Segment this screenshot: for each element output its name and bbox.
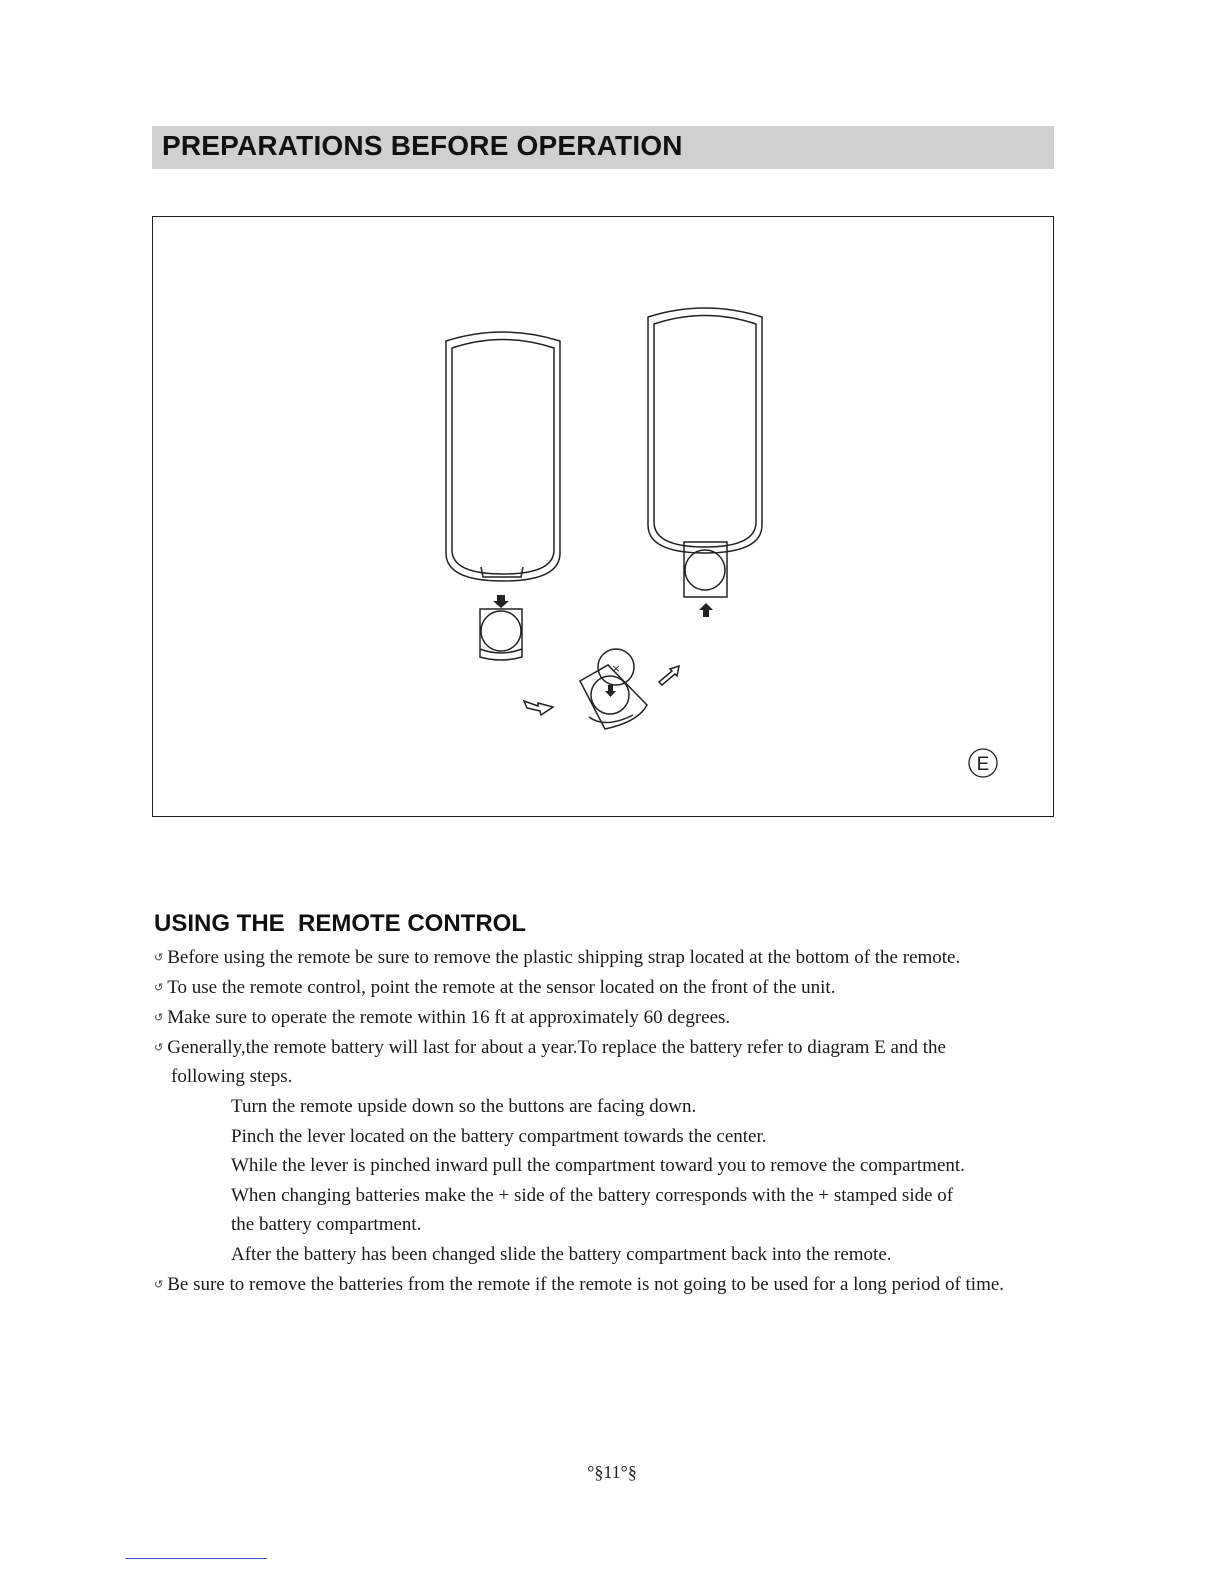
step-item: Turn the remote upside down so the buttons are facing down. — [231, 1096, 697, 1117]
section-title: USING THE REMOTE CONTROL — [154, 910, 526, 937]
up-arrow-icon — [699, 603, 713, 617]
multiply-sign: × — [611, 662, 621, 675]
insert-arrow-icon — [659, 666, 679, 685]
list-item: ↺ To use the remote control, point the remote at the sensor located on the front of the unit. — [154, 977, 836, 998]
battery-insert — [580, 649, 647, 729]
down-arrow-icon — [493, 595, 509, 608]
footer-rule — [125, 1558, 267, 1559]
down-arrow-icon — [605, 685, 616, 697]
bullet-icon: ↺ — [154, 1042, 164, 1054]
page-number: °§11°§ — [587, 1462, 637, 1482]
step-item: the battery compartment. — [231, 1214, 422, 1235]
bullet-icon: ↺ — [154, 1012, 164, 1024]
list-item: ↺ Be sure to remove the batteries from the remote if the remote is not going to be used for a long period of time. — [154, 1274, 1005, 1295]
step-item: While the lever is pinched inward pull the compartment toward you to remove the compartment. — [231, 1155, 965, 1176]
battery-diagram-drawing — [153, 217, 1053, 816]
list-item: ↺ Before using the remote be sure to remove the plastic shipping strap located at the bottom of the remote. — [154, 947, 961, 968]
bullet-icon: ↺ — [154, 1279, 164, 1291]
remote-left — [446, 332, 560, 581]
rotate-arrow-icon — [524, 701, 553, 715]
step-item: When changing batteries make the + side of the battery corresponds with the + stamped side of — [231, 1185, 954, 1206]
bullet-icon: ↺ — [154, 952, 164, 964]
step-item: Pinch the lever located on the battery compartment towards the center. — [231, 1126, 767, 1147]
list-item-continuation: following steps. — [171, 1066, 293, 1087]
list-item: ↺ Make sure to operate the remote within 16 ft at approximately 60 degrees. — [154, 1007, 731, 1028]
battery-compartment — [480, 609, 522, 660]
diagram-label: E — [976, 754, 990, 775]
battery-diagram — [152, 216, 1054, 817]
page-title: PREPARATIONS BEFORE OPERATION — [162, 130, 683, 161]
step-item: After the battery has been changed slide the battery compartment back into the remote. — [231, 1244, 892, 1265]
bullet-icon: ↺ — [154, 982, 164, 994]
list-item: ↺ Generally,the remote battery will last for about a year.To replace the battery refer to diagram E and the — [154, 1037, 946, 1058]
remote-right — [648, 308, 762, 597]
section-header-bar — [152, 126, 1054, 169]
